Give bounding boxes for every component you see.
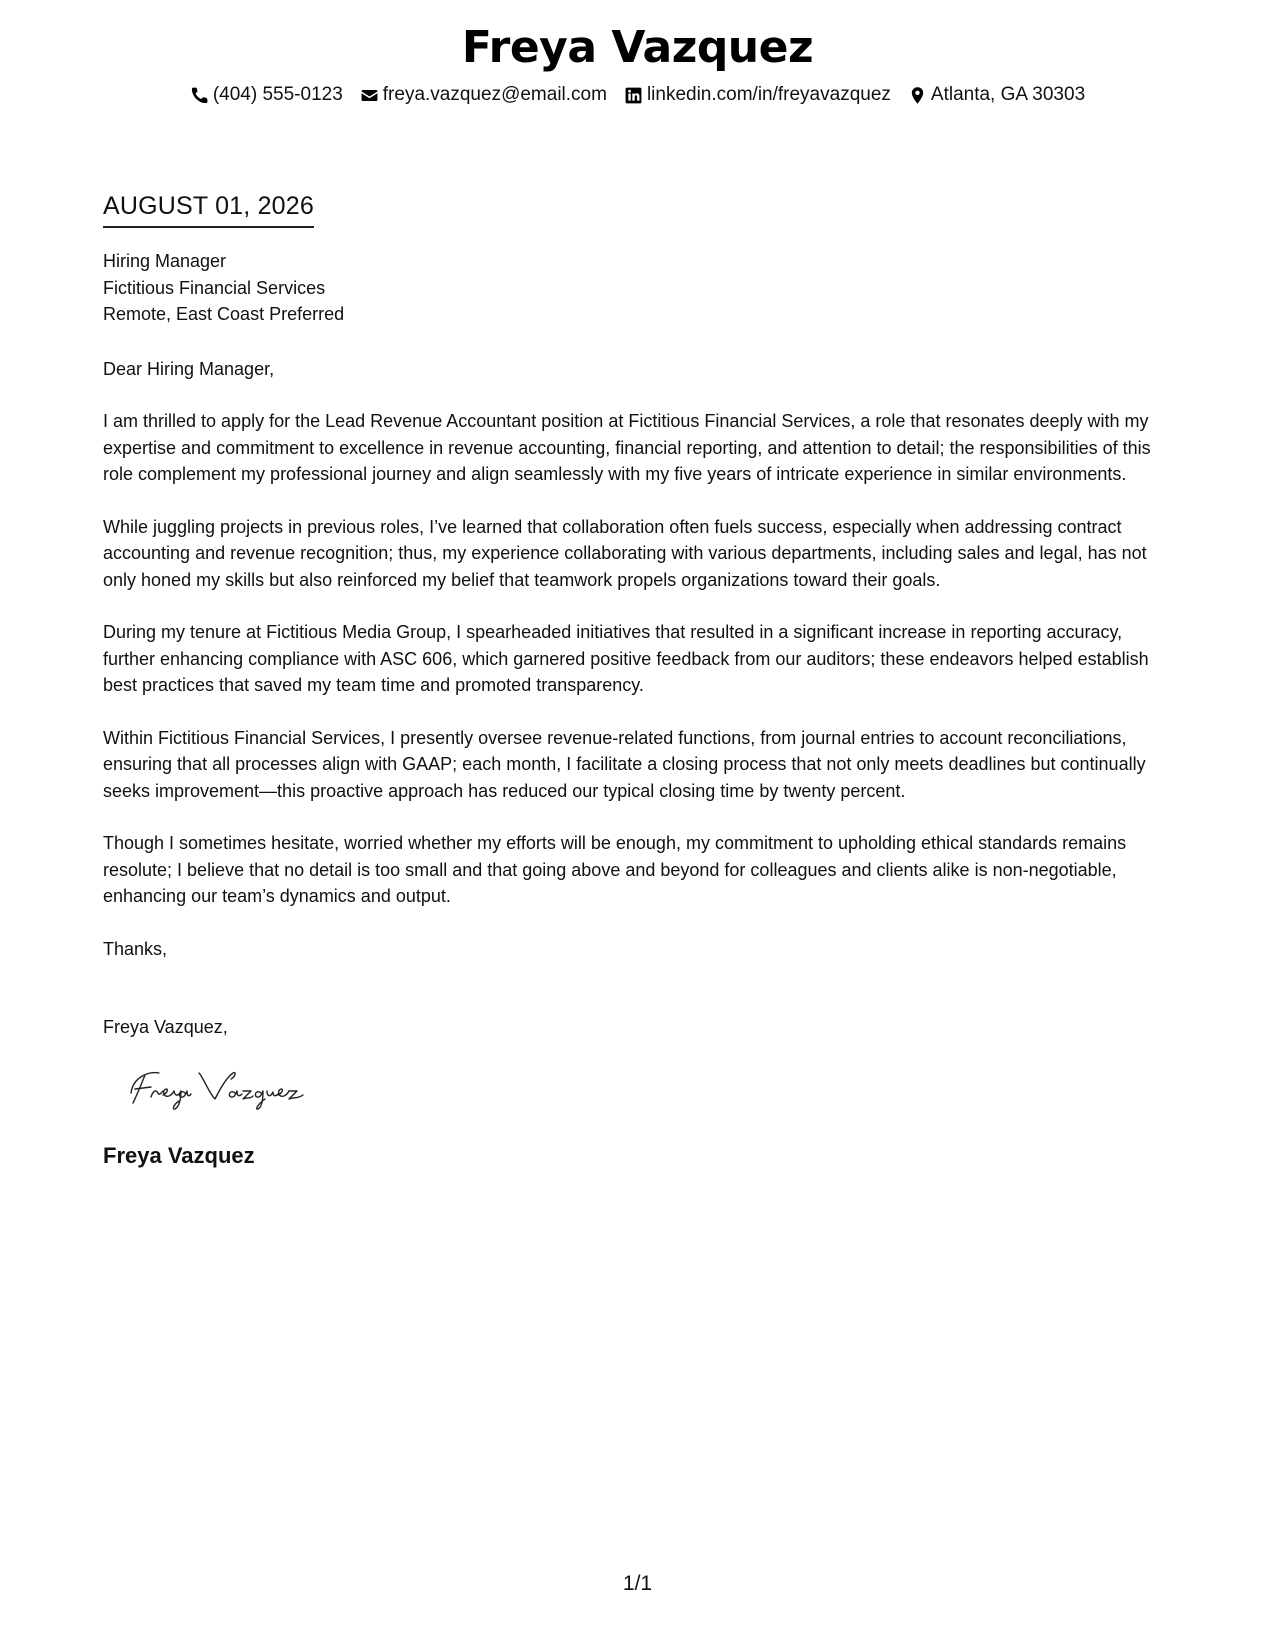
phone-icon	[190, 86, 209, 105]
body-paragraph: I am thrilled to apply for the Lead Revenue Accountant position at Fictitious Financial Services, a role that resonates deeply with my expertise and commitment to excellence in revenue accounting, financial reporting, and attention to detail; the responsibilities of this role complement my professional journey and align seamlessly with my five years of intricate experience in similar environments.	[103, 411, 1151, 484]
linkedin-url: linkedin.com/in/freyavazquez	[646, 84, 891, 105]
letter-header	[0, 22, 1275, 106]
contact-info	[0, 84, 1275, 106]
recipient-title: Hiring Manager	[103, 251, 227, 271]
sender-name: Freya Vazquez	[461, 22, 814, 73]
signoff-name: Freya Vazquez,	[103, 1017, 228, 1037]
contact-linkedin	[624, 84, 891, 106]
salutation: Dear Hiring Manager,	[103, 358, 275, 379]
body-paragraph: While juggling projects in previous roles, I’ve learned that collaboration often fuels success, especially when addressing contract accounting and revenue recognition; thus, my experience collaborating with various departments, including sales and legal, has not only honed my skills but also reinforced my belief that teamwork propels organizations toward their goals.	[103, 516, 1147, 590]
body-paragraph: During my tenure at Fictitious Media Group, I spearheaded initiatives that resulted in a significant increase in reporting accuracy, further enhancing compliance with ASC 606, which garnered positive feedback from our auditors; these endeavors helped establish best practices that saved my team time and promoted transparency.	[103, 622, 1149, 695]
contact-location	[908, 84, 1085, 106]
body-paragraph: Though I sometimes hesitate, worried whether my efforts will be enough, my commitment to upholding ethical standards remains resolute; I believe that no detail is too small and that going above and beyond for colleagues and clients alike is non-negotiable, enhancing our team’s dynamics and output.	[103, 833, 1127, 906]
recipient-location: Remote, East Coast Preferred	[103, 304, 345, 324]
recipient-company: Fictitious Financial Services	[103, 277, 326, 298]
contact-email	[360, 84, 607, 106]
map-marker-icon	[908, 86, 927, 105]
email-address: freya.vazquez@email.com	[382, 84, 607, 105]
closing-phrase: Thanks,	[103, 938, 168, 959]
printed-signature-name: Freya Vazquez	[103, 1142, 255, 1168]
linkedin-icon	[624, 86, 643, 105]
handwritten-signature	[123, 1063, 353, 1113]
location-text: Atlanta, GA 30303	[930, 84, 1086, 105]
body-paragraph: Within Fictitious Financial Services, I presently oversee revenue-related functions, from journal entries to account reconciliations, ensuring that all processes align with GAAP; each month, I facilitate a closing process that not only meets deadlines but continually seeks improvement—this proactive approach has reduced our typical closing time by twenty percent.	[103, 727, 1146, 801]
envelope-icon	[360, 86, 379, 105]
letter-body	[103, 190, 1178, 1169]
page-number: 1/1	[622, 1572, 653, 1595]
contact-phone	[190, 84, 343, 106]
letter-date: AUGUST 01, 2026	[103, 190, 314, 228]
phone-number: (404) 555-0123	[212, 84, 343, 105]
recipient-block	[103, 248, 1178, 328]
